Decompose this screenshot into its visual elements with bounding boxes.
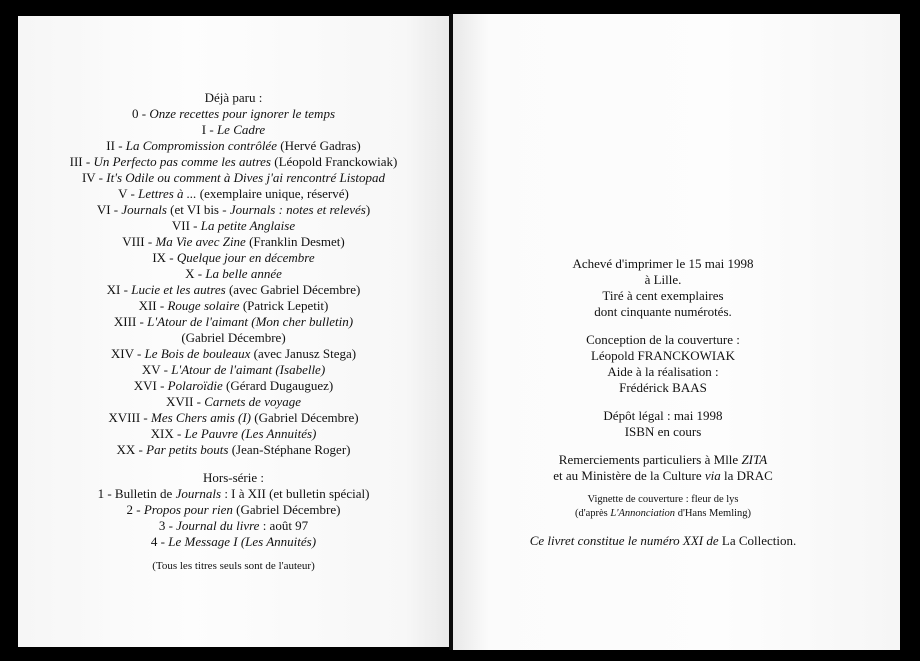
print-details <box>453 256 873 320</box>
title-entry: VIII - Ma Vie avec Zine (Franklin Desmet) <box>122 234 345 249</box>
title-entry: VII - La petite Anglaise <box>171 218 296 233</box>
title-entry: XVII - Carnets de voyage <box>165 394 302 409</box>
colophon-line: à Lille. <box>644 272 682 287</box>
cover-credit-line: Conception de la couverture : <box>586 332 740 347</box>
legal-line: Dépôt légal : mai 1998 <box>603 408 723 423</box>
list-heading: Déjà paru : <box>204 90 263 105</box>
acknowledgements <box>453 452 873 484</box>
title-entry: (Gabriel Décembre) <box>181 330 286 345</box>
thanks-line: Remerciements particuliers à Mlle ZITA <box>558 452 768 467</box>
title-entry: IX - Quelque jour en décembre <box>152 250 315 265</box>
vignette-line: (d'après L'Annonciation d'Hans Memling) <box>574 508 752 519</box>
published-list <box>18 90 449 573</box>
title-entry: XVIII - Mes Chers amis (I) (Gabriel Décembre) <box>108 410 359 425</box>
author-footnote: (Tous les titres seuls sont de l'auteur) <box>152 560 315 572</box>
title-entry: XX - Par petits bouts (Jean-Stéphane Roger) <box>116 442 351 457</box>
title-list <box>18 106 449 458</box>
colophon-block <box>453 256 873 549</box>
title-entry: XIV - Le Bois de bouleaux (avec Janusz Stega) <box>110 346 357 361</box>
title-entry: X - La belle année <box>185 266 282 281</box>
thanks-line: et au Ministère de la Culture via la DRAC <box>553 468 773 483</box>
collection-number: Ce livret constitue le numéro XXI de La Collection. <box>529 533 797 548</box>
legal-line: ISBN en cours <box>624 424 702 439</box>
cover-credits <box>453 332 873 396</box>
cover-credit-line: Aide à la réalisation : <box>607 364 719 379</box>
hors-serie-entry: 2 - Propos pour rien (Gabriel Décembre) <box>126 502 341 517</box>
colophon-line: Achevé d'imprimer le 15 mai 1998 <box>572 256 754 271</box>
title-entry: I - Le Cadre <box>201 122 266 137</box>
title-entry: VI - Journals (et VI bis - Journals : notes et relevés) <box>96 202 371 217</box>
title-entry: XIX - Le Pauvre (Les Annuités) <box>150 426 317 441</box>
cover-credit-line: Frédérick BAAS <box>619 380 707 395</box>
title-entry: V - Lettres à ... (exemplaire unique, réservé) <box>118 186 349 201</box>
hors-serie-entry: 4 - Le Message I (Les Annuités) <box>150 534 317 549</box>
title-entry: 0 - Onze recettes pour ignorer le temps <box>131 106 336 121</box>
title-entry: II - La Compromission contrôlée (Hervé Gadras) <box>106 138 361 153</box>
colophon-line: Tiré à cent exemplaires <box>602 288 724 303</box>
title-entry: III - Un Perfecto pas comme les autres (Léopold Franckowiak) <box>69 154 398 169</box>
vignette-line: Vignette de couverture : fleur de lys <box>587 494 739 505</box>
colophon-line: dont cinquante numérotés. <box>594 304 732 319</box>
hors-serie-entry: 1 - Bulletin de Journals : I à XII (et bulletin spécial) <box>97 486 370 501</box>
hors-serie-entry: 3 - Journal du livre : août 97 <box>158 518 309 533</box>
title-entry: XV - L'Atour de l'aimant (Isabelle) <box>141 362 326 377</box>
title-entry: IV - It's Odile ou comment à Dives j'ai rencontré Listopad <box>81 170 386 185</box>
vignette-credit <box>453 493 873 521</box>
title-entry: XIII - L'Atour de l'aimant (Mon cher bulletin) <box>113 314 354 329</box>
hors-serie-heading: Hors-série : <box>202 470 264 485</box>
title-entry: XII - Rouge solaire (Patrick Lepetit) <box>138 298 329 313</box>
title-entry: XVI - Polaroïdie (Gérard Dugauguez) <box>133 378 334 393</box>
cover-credit-line: Léopold FRANCKOWIAK <box>590 348 736 363</box>
title-entry: XI - Lucie et les autres (avec Gabriel Décembre) <box>106 282 361 297</box>
legal-deposit <box>453 408 873 440</box>
hors-serie-list <box>18 486 449 550</box>
